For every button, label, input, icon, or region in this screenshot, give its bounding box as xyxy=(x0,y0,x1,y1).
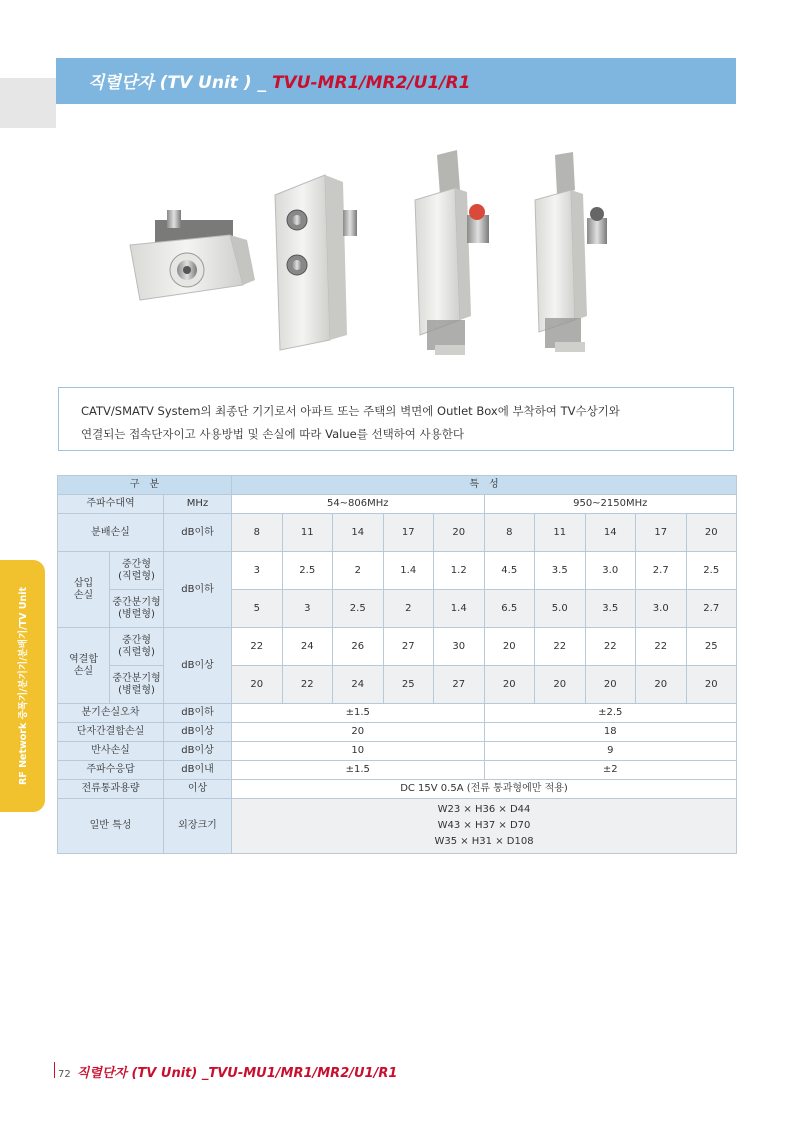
split-value: 17 xyxy=(636,514,687,552)
table-row-branch-error xyxy=(58,704,737,723)
split-value: 11 xyxy=(535,514,586,552)
table-header-row xyxy=(58,476,737,495)
rev-series-value: 27 xyxy=(383,628,434,666)
table-row-reverse-series xyxy=(58,628,737,666)
insert-parallel-value: 6.5 xyxy=(484,590,535,628)
row-label-branch-error: 분기손실오차 xyxy=(58,704,164,723)
rev-parallel-value: 20 xyxy=(585,666,636,704)
rev-parallel-value: 27 xyxy=(434,666,485,704)
table-row-current-capacity xyxy=(58,780,737,799)
frequency-response-band-2: ±2 xyxy=(484,761,737,780)
branch-error-band-2: ±2.5 xyxy=(484,704,737,723)
insert-series-value: 1.2 xyxy=(434,552,485,590)
spec-table xyxy=(57,475,737,854)
size-values xyxy=(232,799,737,854)
sub-label-series: 중간형 (직렬형) xyxy=(110,628,164,666)
table-row-frequency xyxy=(58,495,737,514)
insert-series-value: 2.5 xyxy=(686,552,737,590)
insert-parallel-value: 2.5 xyxy=(333,590,384,628)
rev-series-value: 30 xyxy=(434,628,485,666)
rev-series-value: 22 xyxy=(636,628,687,666)
side-tab xyxy=(0,560,45,812)
unit-return-loss: dB이상 xyxy=(164,742,232,761)
description-line-1: CATV/SMATV System의 최종단 기기로서 아파트 또는 주택의 벽면에 Outlet Box에 부착하여 TV수상기와 xyxy=(81,404,620,418)
table-row-return-loss xyxy=(58,742,737,761)
split-value: 17 xyxy=(383,514,434,552)
rev-series-value: 22 xyxy=(585,628,636,666)
terminal-coupling-band-1: 20 xyxy=(232,723,485,742)
page-title-main: 직렬단자 (TV Unit ) _ xyxy=(88,73,272,93)
row-label-current-capacity: 전류통과용량 xyxy=(58,780,164,799)
row-label-reverse-isolation: 역결합 손실 xyxy=(58,628,110,704)
split-value: 14 xyxy=(333,514,384,552)
insert-parallel-value: 3 xyxy=(282,590,333,628)
rev-series-value: 24 xyxy=(282,628,333,666)
rev-parallel-value: 24 xyxy=(333,666,384,704)
table-row-reverse-parallel xyxy=(58,666,737,704)
page-title-model: TVU-MR1/MR2/U1/R1 xyxy=(271,73,471,93)
size-value: W35 × H31 × D108 xyxy=(434,836,534,847)
insert-series-value: 2.5 xyxy=(282,552,333,590)
page-number: 72 xyxy=(58,1069,71,1080)
product-photo-outlet xyxy=(130,210,255,300)
rev-parallel-value: 20 xyxy=(484,666,535,704)
insert-parallel-value: 3.0 xyxy=(636,590,687,628)
rev-series-value: 20 xyxy=(484,628,535,666)
rev-parallel-value: 25 xyxy=(383,666,434,704)
table-row-terminal-coupling xyxy=(58,723,737,742)
side-tab-label: RF Network 증폭기/분기기/분배기/TV Unit xyxy=(18,586,29,786)
footer xyxy=(58,1062,397,1081)
header-characteristics: 특 성 xyxy=(232,476,737,495)
table-row-general xyxy=(58,799,737,854)
product-photo-unit-dark xyxy=(535,152,607,352)
return-loss-band-2: 9 xyxy=(484,742,737,761)
description-box xyxy=(58,387,734,451)
table-row-frequency-response xyxy=(58,761,737,780)
product-photo-unit-red xyxy=(415,150,489,355)
row-label-split-loss: 분배손실 xyxy=(58,514,164,552)
current-capacity-value: DC 15V 0.5A (전류 통과형에만 적용) xyxy=(232,780,737,799)
insert-parallel-value: 1.4 xyxy=(434,590,485,628)
row-label-frequency-response: 주파수응답 xyxy=(58,761,164,780)
table-row-insert-series xyxy=(58,552,737,590)
row-label-insertion-loss: 삽입 손실 xyxy=(58,552,110,628)
footer-title-main: 직렬단자 (TV Unit) _ xyxy=(76,1066,209,1081)
insert-series-value: 2 xyxy=(333,552,384,590)
header-grey-strip xyxy=(0,78,56,128)
insert-parallel-value: 2 xyxy=(383,590,434,628)
sub-label-parallel: 중간분기형 (병렬형) xyxy=(110,666,164,704)
size-value: W23 × H36 × D44 xyxy=(437,804,531,815)
insert-parallel-value: 5.0 xyxy=(535,590,586,628)
product-photos xyxy=(115,140,635,365)
unit-current-capacity: 이상 xyxy=(164,780,232,799)
row-label-general: 일반 특성 xyxy=(58,799,164,854)
split-value: 14 xyxy=(585,514,636,552)
unit-terminal-coupling: dB이상 xyxy=(164,723,232,742)
split-value: 8 xyxy=(484,514,535,552)
rev-series-value: 22 xyxy=(535,628,586,666)
insert-series-value: 1.4 xyxy=(383,552,434,590)
insert-parallel-value: 5 xyxy=(232,590,283,628)
unit-reverse-isolation: dB이상 xyxy=(164,628,232,704)
product-photo-dual-outlet xyxy=(275,175,357,350)
split-value: 11 xyxy=(282,514,333,552)
footer-bar xyxy=(54,1062,55,1078)
rev-series-value: 25 xyxy=(686,628,737,666)
insert-series-value: 4.5 xyxy=(484,552,535,590)
rev-parallel-value: 20 xyxy=(232,666,283,704)
unit-frequency-response: dB이내 xyxy=(164,761,232,780)
row-label-return-loss: 반사손실 xyxy=(58,742,164,761)
table-row-split-loss xyxy=(58,514,737,552)
split-value: 20 xyxy=(434,514,485,552)
insert-series-value: 3.0 xyxy=(585,552,636,590)
split-value: 20 xyxy=(686,514,737,552)
rev-parallel-value: 22 xyxy=(282,666,333,704)
page-title xyxy=(88,68,470,93)
row-label-terminal-coupling: 단자간결합손실 xyxy=(58,723,164,742)
return-loss-band-1: 10 xyxy=(232,742,485,761)
insert-series-value: 3.5 xyxy=(535,552,586,590)
insert-parallel-value: 2.7 xyxy=(686,590,737,628)
band-2: 950~2150MHz xyxy=(484,495,737,514)
sub-label-series: 중간형 (직렬형) xyxy=(110,552,164,590)
rev-parallel-value: 20 xyxy=(636,666,687,704)
header-category: 구 분 xyxy=(58,476,232,495)
insert-parallel-value: 3.5 xyxy=(585,590,636,628)
band-1: 54~806MHz xyxy=(232,495,485,514)
unit-frequency: MHz xyxy=(164,495,232,514)
unit-branch-error: dB이하 xyxy=(164,704,232,723)
unit-insertion-loss: dB이하 xyxy=(164,552,232,628)
rev-parallel-value: 20 xyxy=(535,666,586,704)
description-line-2: 연결되는 접속단자이고 사용방법 및 손실에 따라 Value를 선택하여 사용한다 xyxy=(81,427,464,441)
rev-series-value: 22 xyxy=(232,628,283,666)
size-value: W43 × H37 × D70 xyxy=(437,820,531,831)
rev-series-value: 26 xyxy=(333,628,384,666)
rev-parallel-value: 20 xyxy=(686,666,737,704)
split-value: 8 xyxy=(232,514,283,552)
branch-error-band-1: ±1.5 xyxy=(232,704,485,723)
unit-size: 외장크기 xyxy=(164,799,232,854)
row-label-frequency: 주파수대역 xyxy=(58,495,164,514)
frequency-response-band-1: ±1.5 xyxy=(232,761,485,780)
terminal-coupling-band-2: 18 xyxy=(484,723,737,742)
unit-split-loss: dB이하 xyxy=(164,514,232,552)
insert-series-value: 3 xyxy=(232,552,283,590)
table-row-insert-parallel xyxy=(58,590,737,628)
insert-series-value: 2.7 xyxy=(636,552,687,590)
footer-title-model: TVU-MU1/MR1/MR2/U1/R1 xyxy=(208,1066,398,1081)
sub-label-parallel: 중간분기형 (병렬형) xyxy=(110,590,164,628)
